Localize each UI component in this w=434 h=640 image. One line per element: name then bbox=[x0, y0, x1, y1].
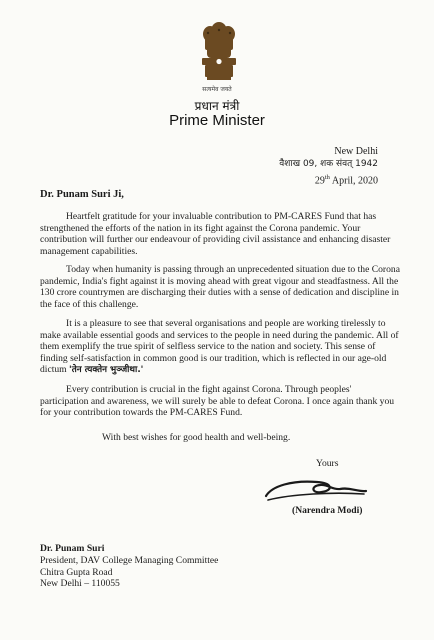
recipient-line-3: New Delhi – 110055 bbox=[40, 578, 120, 590]
national-emblem-icon bbox=[193, 22, 245, 92]
place-date-block bbox=[279, 145, 378, 187]
sanskrit-dictum: 'तेन त्यक्तेन भुञ्जीथा.' bbox=[69, 365, 144, 376]
place-city: New Delhi bbox=[334, 146, 378, 157]
body-paragraph-3-text: It is a pleasure to see that several organisations and people are working tirelessly to make available essential goods and services to the people in need during the pandemic. All of them exemplify the true spirit of selfless service to the nation and society. This sense of finding self-satisfaction in common good is our tradition, which is reflected in our age-old dictum bbox=[40, 318, 399, 376]
recipient-name: Dr. Punam Suri bbox=[40, 543, 105, 554]
letter-date bbox=[279, 171, 378, 187]
signature-image bbox=[262, 470, 372, 506]
signer-name: (Narendra Modi) bbox=[292, 505, 363, 516]
hindi-date: वैशाख 09, शक संवत् 1942 bbox=[279, 159, 378, 169]
body-paragraph-4: Every contribution is crucial in the fight against Corona. Through peoples' participation and awareness, we will surely be able to defeat Corona. I once again thank you for your contribution towards the PM-CARES Fund. bbox=[40, 384, 395, 419]
recipient-line-2: Chitra Gupta Road bbox=[40, 566, 113, 578]
closing-wishes: With best wishes for good health and well-being. bbox=[102, 432, 291, 443]
recipient-line-1: President, DAV College Managing Committee bbox=[40, 554, 219, 566]
office-title-hindi: प्रधान मंत्री bbox=[194, 99, 240, 113]
date-day: 29 bbox=[314, 175, 325, 187]
recipient-address bbox=[40, 543, 218, 590]
closing-yours: Yours bbox=[316, 458, 339, 469]
date-month-year: April, 2020 bbox=[329, 175, 378, 187]
body-paragraph-2: Today when humanity is passing through an unprecedented situation due to the Corona pandemic, India's fight against it is moving ahead with great vigour and steadfastness. All the 130 crore countrymen are discharging their duties with a sense of dedication and discipline in the face of this challenge. bbox=[40, 264, 400, 310]
date-day-suffix: th bbox=[324, 174, 330, 181]
body-paragraph-1: Heartfelt gratitude for your invaluable contribution to PM-CARES Fund that has strengthened the efforts of the nation in its fight against the Corona pandemic. Your contribution will further our endeavour of providing civil assistance and enhancing disaster management capabilities. bbox=[40, 211, 391, 257]
body-paragraph-3 bbox=[40, 318, 400, 377]
salutation: Dr. Punam Suri Ji, bbox=[40, 189, 124, 200]
office-title-english: Prime Minister bbox=[169, 112, 265, 129]
emblem-motto: सत्यमेव जयते bbox=[202, 86, 232, 93]
